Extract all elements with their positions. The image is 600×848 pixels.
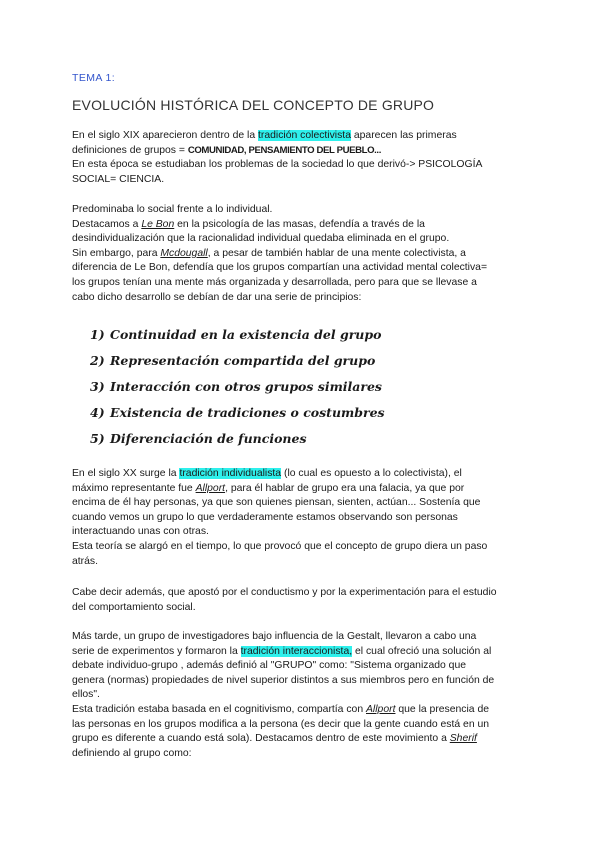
- text-line: encima de él hay personas, ya que son quienes piensan, sienten, actúan... Sostenía que: [72, 497, 481, 509]
- text-line: definiciones de grupos = COMUNIDAD, PENSAMIENTO DEL PUEBLO...: [72, 144, 381, 156]
- text-line: las personas en los grupos modifica a la persona (es decir que la gente cuando está en un: [72, 718, 490, 730]
- text-line: atrás.: [72, 555, 98, 567]
- author-allport: Allport: [366, 703, 396, 715]
- list-item: 2) Representación compartida del grupo: [90, 353, 376, 368]
- list-item: 4) Existencia de tradiciones o costumbres: [90, 405, 385, 420]
- text-line: diferencia de Le Bon, defendía que los grupos compartían una actividad mental colectiva=: [72, 262, 488, 274]
- text-line: Esta teoría se alargó en el tiempo, lo que provocó que el concepto de grupo diera un paso: [72, 540, 488, 552]
- text-line: Cabe decir además, que apostó por el conductismo y por la experimentación para el estudio: [72, 587, 497, 598]
- section-label: TEMA 1:: [72, 72, 116, 84]
- list-item: 3) Interacción con otros grupos similares: [90, 379, 382, 394]
- text-line: En esta época se estudiaban los problemas de la sociedad lo que derivó-> PSICOLOGÍA: [72, 159, 483, 171]
- principles-list: [90, 322, 385, 452]
- text-line: SOCIAL= CIENCIA.: [72, 173, 165, 185]
- text-line: Esta tradición estaba basada en el cognitivismo, compartía con Allport que la presencia de: [72, 703, 490, 715]
- list-item: 5) Diferenciación de funciones: [90, 431, 307, 446]
- text-line: desindividualización que la racionalidad individual quedaba eliminada en el grupo.: [72, 233, 450, 245]
- paragraph-colectivista: [72, 129, 542, 187]
- text-line: genera (normas) propiedades de nivel superior distintos a sus miembros pero en función de: [72, 674, 495, 686]
- text-line: En el siglo XX surge la tradición individualista (lo cual es opuesto a lo colectivista), el: [72, 468, 462, 479]
- text-line: definiendo al grupo como:: [72, 747, 192, 759]
- bold-definition: COMUNIDAD, PENSAMIENTO DEL PUEBLO...: [187, 144, 381, 156]
- text-line: Predominaba lo social frente a lo individual.: [72, 204, 273, 215]
- paragraph-individualista: [72, 467, 542, 569]
- text-line: del comportamiento social.: [72, 601, 196, 613]
- text-line: cabo dicho desarrollo se debían de dar una serie de principios:: [72, 291, 362, 303]
- highlight-tradicion-interaccionista: tradición interaccionista,: [240, 645, 353, 657]
- text-line: interactuando unas con otras.: [72, 526, 209, 538]
- author-sherif: Sherif: [449, 733, 477, 745]
- text-line: grupo es diferente a cuando está sola). Destacamos dentro de este movimiento a Sherif: [72, 733, 477, 745]
- paragraph-interaccionista: [72, 630, 542, 761]
- text-line: máximo representante fue Allport, para él hablar de grupo era una falacia, ya que por: [72, 482, 465, 494]
- text-line: Más tarde, un grupo de investigadores bajo influencia de la Gestalt, llevaron a cabo una: [72, 631, 477, 642]
- highlight-tradicion-individualista: tradición individualista: [179, 468, 282, 479]
- author-allport: Allport: [195, 482, 226, 494]
- paragraph-conductismo: [72, 586, 542, 615]
- list-item: 1) Continuidad en la existencia del grupo: [90, 327, 382, 342]
- text-line: Sin embargo, para Mcdougall, a pesar de también hablar de una mente colectivista, a: [72, 247, 466, 259]
- author-le-bon: Le Bon: [141, 218, 175, 230]
- author-mcdougall: Mcdougall: [160, 247, 208, 259]
- paragraph-le-bon: [72, 203, 542, 305]
- highlight-tradicion-colectivista: tradición colectivista: [258, 130, 351, 141]
- text-line: cuando vemos un grupo lo que verdaderamente estamos observando son personas: [72, 511, 458, 523]
- text-line: los grupos tenían una mente más organizada y desarrollada, pero para que se llevase a: [72, 276, 477, 288]
- text-line: En el siglo XIX aparecieron dentro de la tradición colectivista aparecen las primeras: [72, 130, 457, 141]
- text-line: Destacamos a Le Bon en la psicología de las masas, defendía a través de la: [72, 218, 425, 230]
- text-line: ellos".: [72, 689, 100, 701]
- text-line: debate individuo-grupo , además definió al "GRUPO" como: "Sistema organizado que: [72, 660, 467, 672]
- text-line: serie de experimentos y formaron la tradición interaccionista, el cual ofreció una solución al: [72, 645, 492, 657]
- page-title: EVOLUCIÓN HISTÓRICA DEL CONCEPTO DE GRUPO: [72, 97, 435, 113]
